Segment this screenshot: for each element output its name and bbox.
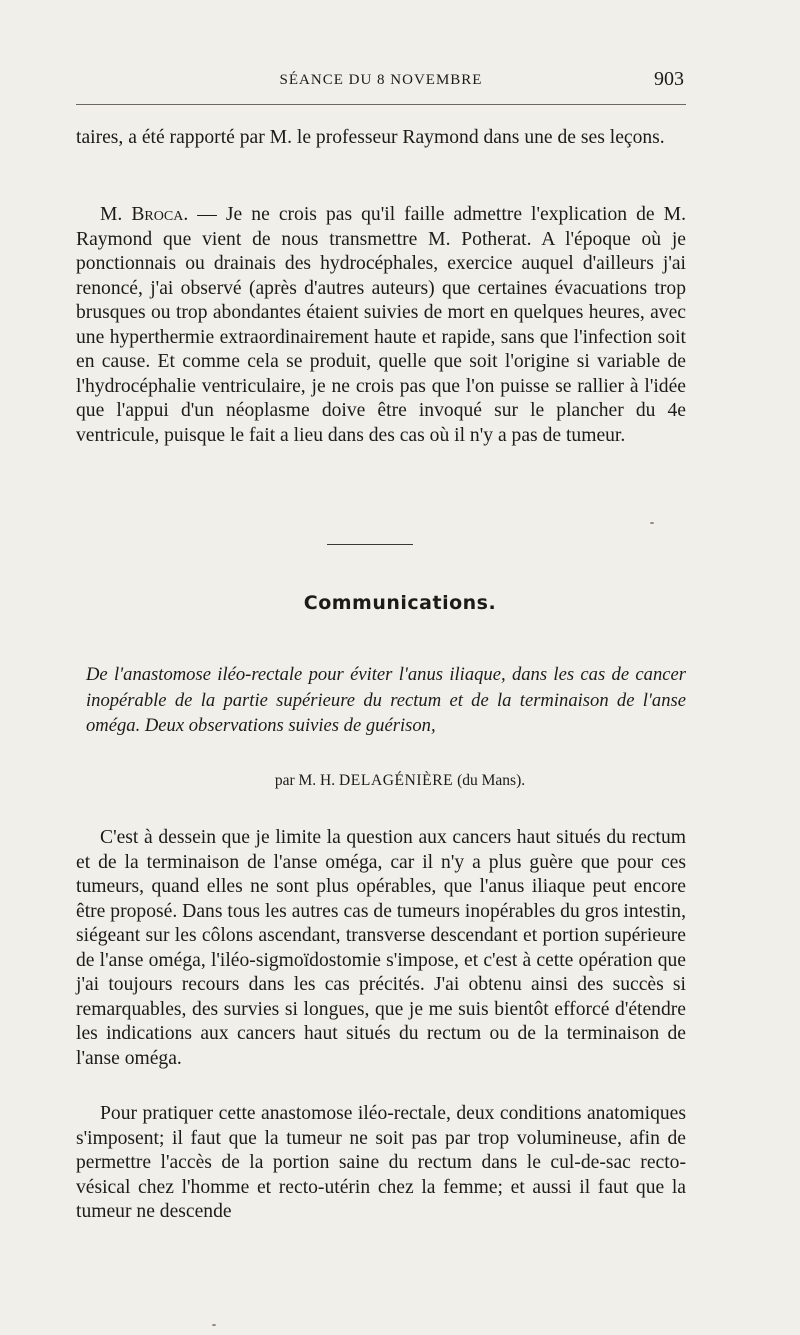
byline-prefix: par M. H.	[274, 772, 340, 789]
broca-intervention	[76, 203, 686, 448]
section-title: Communications.	[303, 592, 497, 614]
byline-suffix: (du Mans).	[453, 772, 526, 789]
author-name: DELAGÉNIÈRE	[339, 772, 454, 789]
article-paragraph-1: C'est à dessein que je limite la question aux cancers haut situés du rectum et de la terminaison de l'anse oméga, car il n'y a plus guère que pour ces tumeurs, quand elles ne sont plus opérables, que l'anus iliaque peut encore être proposé. Dans tous les autres cas de tumeurs inopérables du gros intestin, siégeant sur les côlons ascendant, transverse descendant et portion supérieure de l'anse oméga, l'iléo-sigmoïdostomie s'impose, et c'est à cette opération que j'ai toujours recours dans les cas précités. J'ai obtenu ainsi des succès si remarquables, des survies si longues, que je me suis bientôt efforcé d'étendre les indications aux cancers haut situés du rectum ou de la terminaison de l'anse oméga.	[76, 827, 686, 1069]
running-title: SÉANCE DU 8 NOVEMBRE	[279, 72, 483, 88]
continuation-paragraph: taires, a été rapporté par M. le professeur Raymond dans une de ses leçons.	[76, 127, 665, 148]
header-rule	[76, 104, 686, 105]
page-number: 903	[654, 68, 684, 90]
paper-speck	[650, 522, 654, 524]
article-paragraph-2: Pour pratiquer cette anastomose iléo-rectale, deux conditions anatomiques s'imposent; il faut que la tumeur ne soit pas par trop volumineuse, afin de permettre l'accès de la portion saine du rectum dans le cul-de-sac recto-vésical chez l'homme et recto-utérin chez la femme; et aussi il faut que la tumeur ne descende	[76, 1103, 686, 1222]
speaker-name: M. Broca.	[100, 204, 189, 225]
intervention-text: — Je ne crois pas qu'il faille admettre l'explication de M. Raymond que vient de nous transmettre M. Potherat. A l'époque où je ponctionnais ou drainais des hydrocéphales, exercice auquel d'ailleurs j'ai renoncé, j'ai observé (après d'autres auteurs) que certaines évacuations trop brusques ou trop abondantes étaient suivies de mort en quelques heures, avec une hyperthermie extraordinairement haute et rapide, sans que l'infection soit en cause. Et comme cela se produit, quelle que soit l'origine si variable de l'hydrocéphalie ventriculaire, je ne crois pas que l'on puisse se rallier à l'idée que l'appui d'un néoplasme doive être invoqué sur le plancher du 4e ventricule, puisque le fait a lieu dans des cas où il n'y a pas de tumeur.	[76, 204, 686, 446]
article-title: De l'anastomose iléo-rectale pour éviter l'anus iliaque, dans les cas de cancer inopérable de la partie supérieure du rectum et de la terminaison de l'anse oméga. Deux observations suivies de guérison,	[86, 664, 686, 736]
byline	[0, 772, 800, 790]
paper-speck	[212, 1324, 216, 1326]
running-head	[76, 66, 686, 90]
section-divider	[327, 544, 413, 545]
